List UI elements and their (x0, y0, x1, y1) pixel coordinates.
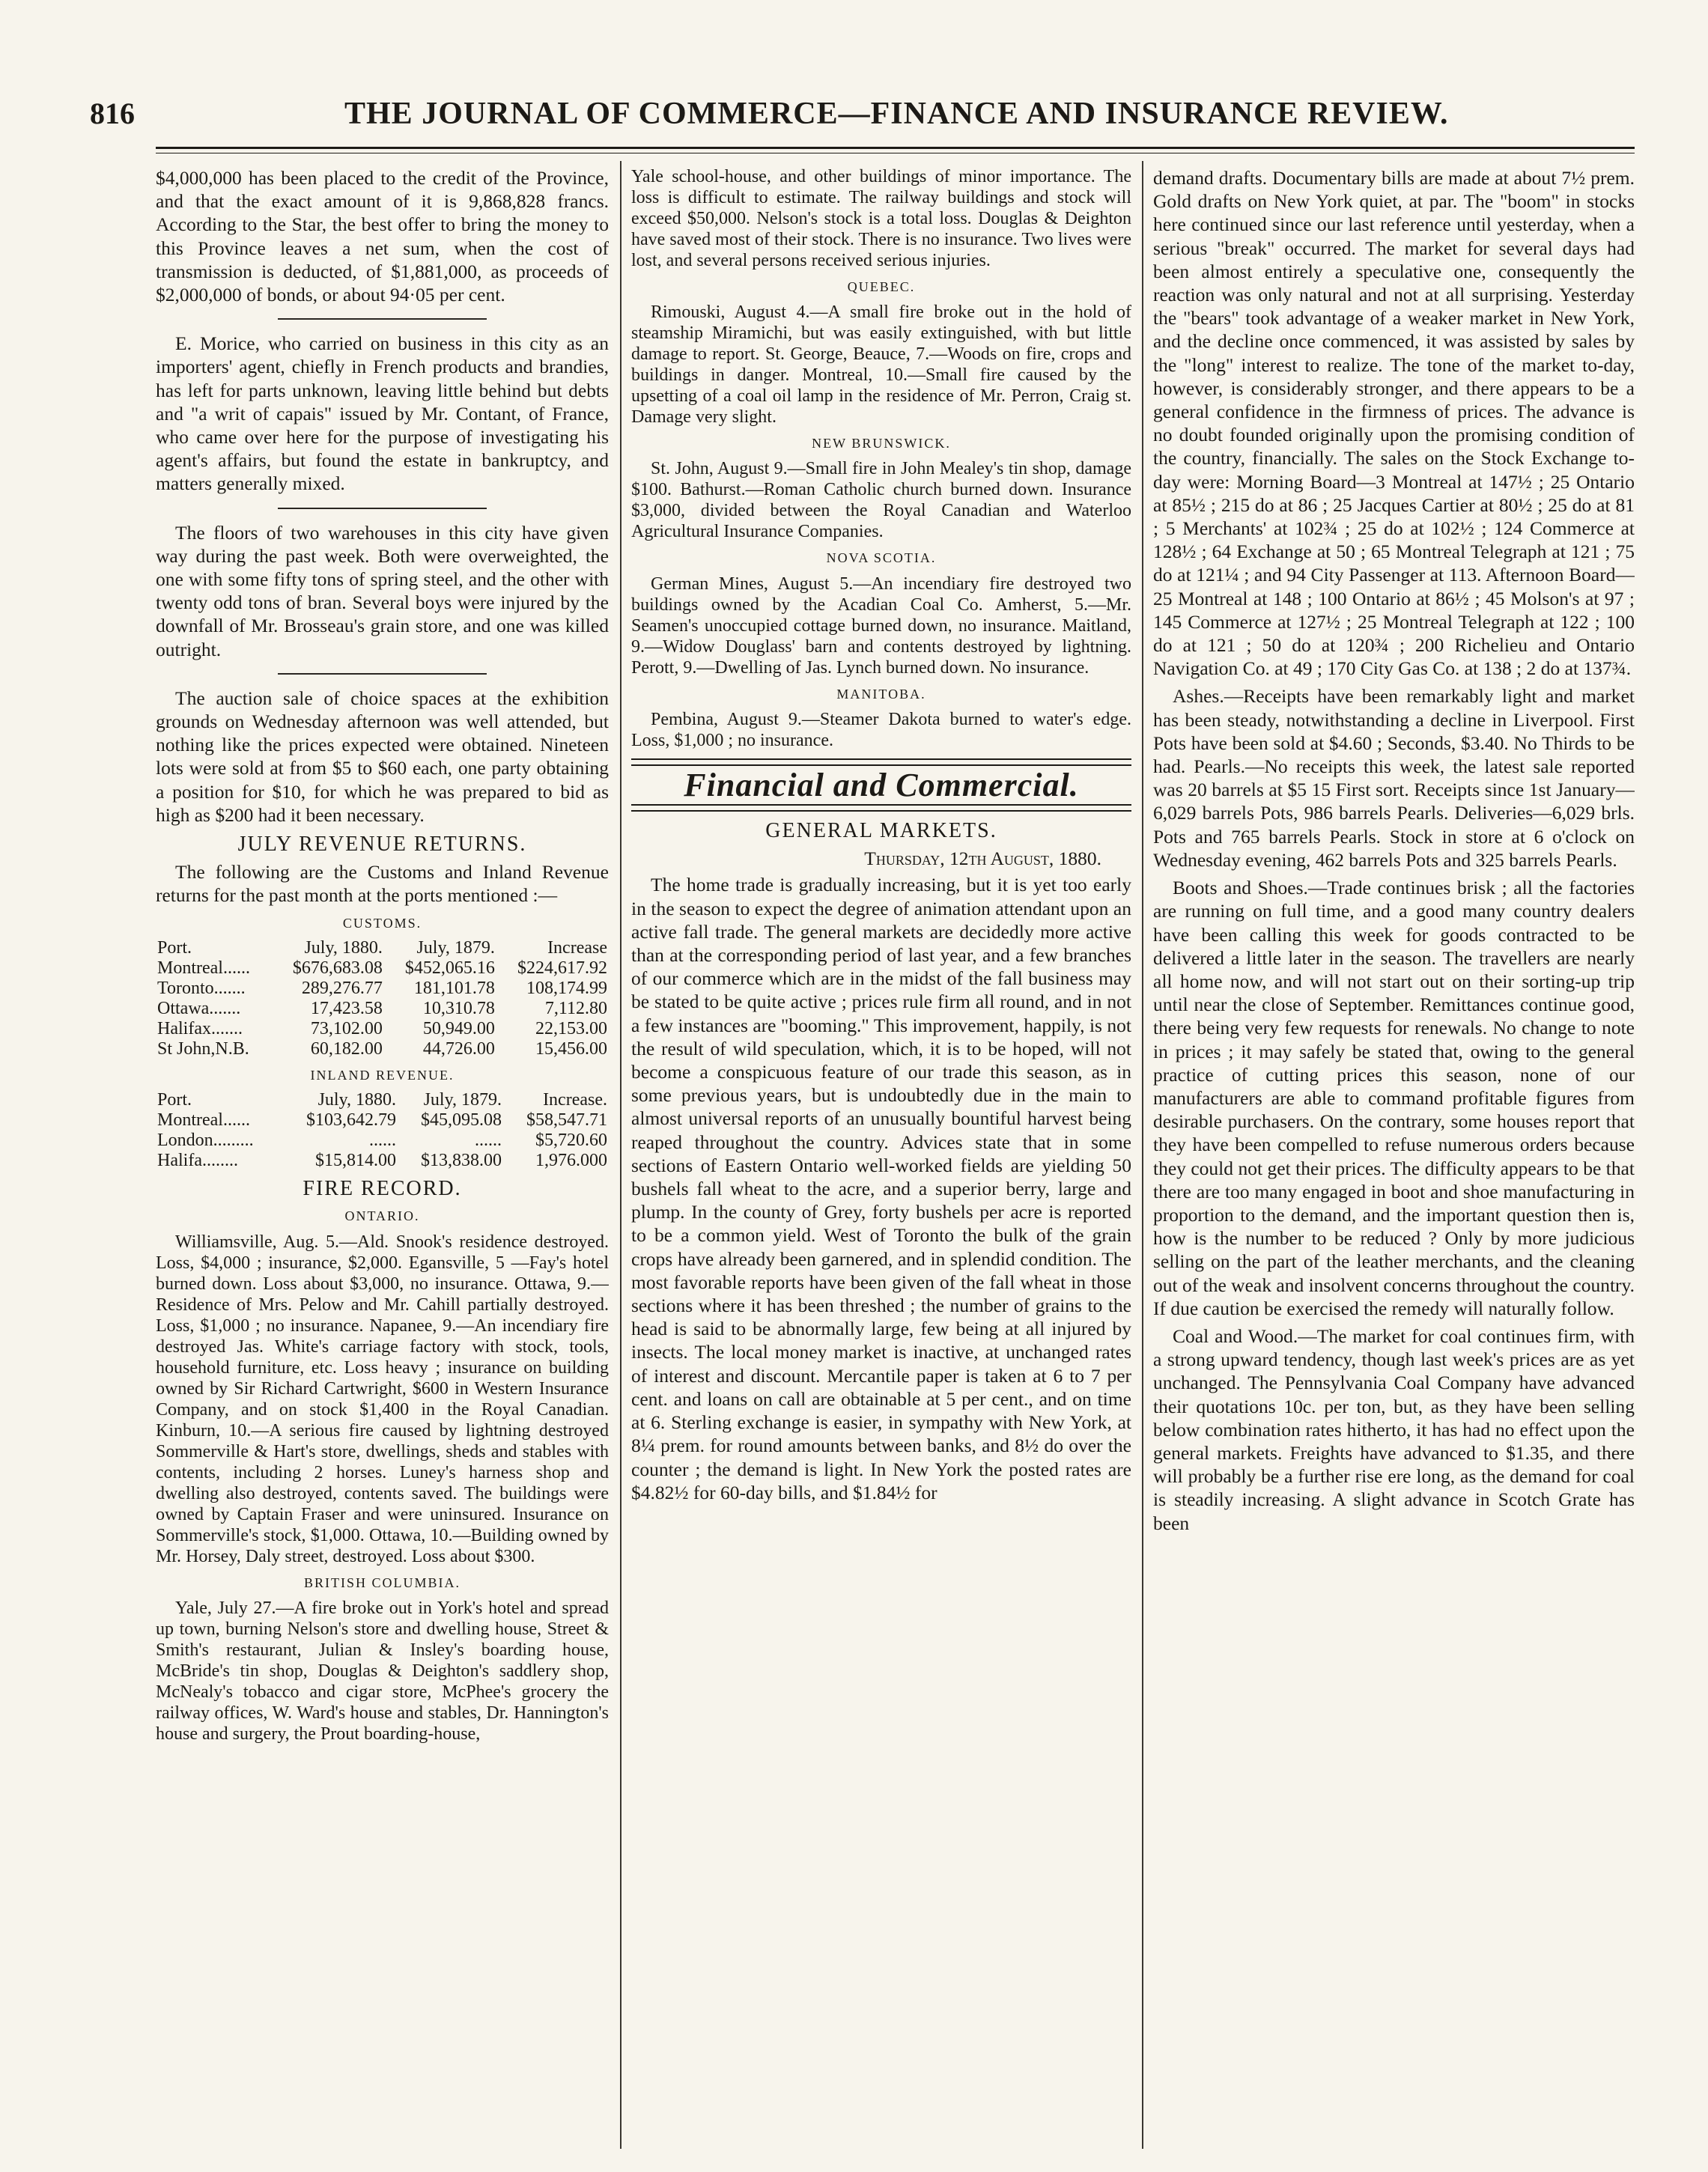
table-header-row (156, 1090, 609, 1110)
table-cell: Halifax....... (157, 1018, 243, 1038)
table-cell: $224,617.92 (517, 958, 607, 978)
table-cell: 289,276.77 (301, 978, 383, 998)
table-row (156, 958, 609, 979)
column-header: July, 1879. (423, 1090, 502, 1110)
british-columbia-heading: BRITISH COLUMBIA. (303, 1575, 461, 1590)
table-cell: 108,174.99 (526, 978, 607, 998)
section-rule (631, 804, 1131, 812)
dateline: Thursday, 12th August, 1880. (864, 848, 1101, 870)
table-cell: Montreal...... (157, 958, 250, 978)
table-cell: St John,N.B. (157, 1038, 249, 1059)
table-cell: Montreal...... (157, 1110, 250, 1131)
stock-exchange-paragraph: demand drafts. Documentary bills are made at about 7½ prem. Gold drafts on New York quiet, at par. The "boom" in stocks here continued since our last reference until yesterday, when a serious "break" occurred. The market for several days had been almost entirely a speculative one, consequently the reaction was only natural and not at all surprising. Yesterday the "bears" took advantage of a weaker market in New York, and the decline once commenced, it was assisted by sales by the "long" interest to realize. The tone of the market to-day, however, is considerably stronger, and there appears to be a general confidence in the firmness of prices. The advance is no doubt founded originally upon the promising condition of the country, financially. The sales on the Stock Exchange to-day were: Morning Board—3 Montreal at 147½ ; 25 Ontario at 85½ ; 215 do at 86 ; 25 Jacques Cartier at 80½ ; 25 do at 81 ; 5 Merchants' at 102¾ ; 25 do at 102½ ; 124 Commerce at 128½ ; 64 Exchange at 50 ; 65 Montreal Telegraph at 121 ; 75 do at 121¼ ; and 94 City Passenger at 113. Afternoon Board—25 Montreal at 148 ; 100 Ontario at 86½ ; 45 Molson's at 97 ; 145 Commerce at 127½ ; 25 Montreal Telegraph at 122 ; 100 do at 121 ; 50 do at 120¾ ; 200 Richelieu and Ontario Navigation Co. at 49 ; 170 City Gas Co. at 138 ; 2 do at 137¾. (1153, 167, 1635, 680)
table-cell: ...... (369, 1131, 397, 1151)
column-divider-2 (1142, 161, 1143, 2149)
column-header: Port. (157, 1090, 192, 1110)
table-row (156, 1151, 609, 1171)
column-3 (1153, 166, 1635, 2143)
table-row (156, 999, 609, 1019)
revenue-intro: The following are the Customs and Inland Revenue returns for the past month at the ports mentioned :— (156, 861, 609, 907)
journal-title: THE JOURNAL OF COMMERCE—FINANCE AND INSURANCE REVIEW. (344, 97, 1449, 131)
column-2 (631, 166, 1131, 2143)
inland-revenue-table (156, 1090, 609, 1171)
column-header: July, 1880. (317, 1090, 397, 1110)
table-cell: 44,726.00 (422, 1038, 495, 1059)
new-brunswick-heading: NEW BRUNSWICK. (812, 436, 951, 451)
table-cell: Ottawa....... (157, 998, 241, 1018)
table-row (156, 1039, 609, 1059)
column-header: Increase. (543, 1090, 607, 1110)
column-header: July, 1879. (416, 937, 495, 958)
quebec-heading: QUEBEC. (847, 279, 916, 294)
column-divider-1 (620, 161, 621, 2149)
table-cell: $15,814.00 (315, 1151, 397, 1171)
table-cell: 73,102.00 (310, 1018, 383, 1038)
british-columbia-fires: Yale, July 27.—A fire broke out in York's hotel and spread up town, burning Nelson's store and dwelling house, Street & Smith's restaurant, Julian & Insley's boarding house, McBride's tin shop, Douglas & Deighton's saddlery shop, McNealy's tobacco and cigar store, McPhee's grocery the railway offices, W. Ward's house and stables, Dr. Hannington's house and surgery, the Prout boarding-house, (156, 1598, 609, 1744)
table-cell: ...... (475, 1131, 502, 1151)
customs-table (156, 938, 609, 1059)
boots-shoes-paragraph: Boots and Shoes.—Trade continues brisk ; all the factories are running on full time, and a good many country dealers have been calling this week for goods contracted to be delivered a little later in the season. The travellers are nearly all home now, and will not start out on their sorting-up trip until near the close of September. Remittances continue good, there being very few requests for renewals. No change to note in prices ; it may safely be stated that, owing to the general practice of cutting prices this season, none of our manufacturers are able to command profitable figures from desirable purchasers. On the contrary, some houses report that they have been compelled to refuse numerous orders because they could not get their prices. The difficulty appears to be that there are too many engaged in boot and shoe manufacturing in proportion to the demand, and the important question then is, how is the number to be reduced ? Only by more judicious selling on the part of the leather merchants, and the cleaning out of the weak and insolvent concerns throughout the country. If due caution be exercised the remedy will naturally follow. (1153, 877, 1635, 1319)
separator (278, 318, 486, 320)
page-number: 816 (90, 97, 135, 130)
ashes-paragraph: Ashes.—Receipts have been remarkably light and market has been steady, notwithstanding a decline in Liverpool. First Pots have been sold at $4.60 ; Seconds, $3.40. No Thirds to be had. Pearls.—No receipts this week, the latest sale reported was 20 barrels at $5 15 First sort. Receipts since 1st January—6,029 barrels Pots, 986 barrels Pearls. Deliveries—6,029 brls. Pots and 765 barrels Pearls. Stock in store at 6 o'clock on Wednesday evening, 462 barrels Pots and 325 barrels Pearls. (1153, 685, 1635, 871)
table-cell: $5,720.60 (535, 1131, 607, 1151)
coal-wood-paragraph: Coal and Wood.—The market for coal continues firm, with a strong upward tendency, though last week's prices are as yet unchanged. The Pennsylvania Coal Company have advanced their quotations 10c. per ton, but, as they have been selling below combination rates hitherto, it has had no effect upon the general markets. Freights have advanced to $1.35, and there will probably be a further rise ere long, as the demand for coal is steadily increasing. A slight advance in Scotch Grate has been (1153, 1324, 1635, 1534)
quebec-fires: Rimouski, August 4.—A small fire broke out in the hold of steamship Miramichi, but was easily extinguished, with but little damage to report. St. George, Beauce, 7.—Woods on fire, crops and buildings in danger. Montreal, 10.—Small fire caused by the upsetting of a coal oil lamp in the residence of Mr. Perron, Craig st. Damage very slight. (631, 302, 1131, 428)
auction-paragraph: The auction sale of choice spaces at the exhibition grounds on Wednesday afternoon was well attended, but nothing like the prices expected were obtained. Nineteen lots were sold at from $5 to $60 each, one party obtaining a position for $10, for which he was prepared to bid as high as $200 had it been necessary. (156, 687, 609, 826)
table-cell: 7,112.80 (544, 998, 607, 1018)
table-cell: 15,456.00 (535, 1038, 607, 1059)
bond-paragraph: $4,000,000 has been placed to the credit of the Province, and that the exact amount of it is 9,868,828 francs. According to the Star, the best offer to bring the money to this Province leaves a net sum, when the cost of transmission is deducted, of $1,881,000, as proceeds of $2,000,000 of bonds, or about 94·05 per cent. (156, 167, 609, 306)
table-cell: $58,547.71 (526, 1110, 607, 1131)
morice-paragraph: E. Morice, who carried on business in this city as an importers' agent, chiefly in French products and brandies, has left for parts unknown, leaving little behind but debts and "a writ of capais" issued by Mr. Contant, of France, who came over here for the purpose of investigating his agent's affairs, but found the estate in bankruptcy, and matters generally mixed. (156, 332, 609, 495)
column-header: Increase (547, 937, 607, 958)
general-markets-text: The home trade is gradually increasing, but it is yet too early in the season to expect the degree of animation attendant upon an active fall trade. The general markets are decidedly more active than at the corresponding period of last year, and a few branches of our commerce which are in the midst of the fall business may be stated to be quite active ; prices rule firm all round, and in not a few instances are "booming." This improvement, happily, is not the result of wild speculation, which, it is to be hoped, will not become a conspicuous feature of our trade this season, as in some previous years, but is undoubtedly due in the main to almost universal reports of an unusually bountiful harvest being reaped throughout the country. Advices state that in some sections of Eastern Ontario well-worked fields are yielding 50 bushels fall wheat to the acre, and a superior berry, large and plump. In the county of Grey, forty bushels per acre is reported to be a common yield. West of Toronto the bulk of the grain crops have already been garnered, and in splendid condition. The most favorable reports have been given of the fall wheat in those sections where it has been threshed ; the number of grains to the head is said to be abnormally large, few being at all injured by insects. The local money market is inactive, at unchanged rates of interest and discount. Mercantile paper is taken at 6 to 7 per cent. and loans on call are obtainable at 5 per cent., and on time at 6. Sterling exchange is easier, in sympathy with New York, at 8¼ prem. for round amounts between banks, and 8½ do over the counter ; the demand is light. In New York the posted rates are $4.82½ for 60-day bills, and $1.84½ for (631, 874, 1131, 1503)
ontario-heading: ONTARIO. (344, 1208, 420, 1224)
table-row (156, 979, 609, 999)
new-brunswick-fires: St. John, August 9.—Small fire in John Mealey's tin shop, damage $100. Bathurst.—Roman Catholic church burned down. Insurance $3,000, divided between the Royal Canadian and Waterloo Agricultural Insurance Companies. (631, 459, 1131, 542)
table-cell: 1,976.000 (535, 1151, 607, 1171)
customs-heading: CUSTOMS. (342, 915, 422, 931)
warehouse-paragraph: The floors of two warehouses in this city have given way during the past week. Both were overweighted, the one with some fifty tons of spring steel, and the other with twenty odd tons of bran. Several boys were injured by the downfall of Mr. Brosseau's grain store, and one was killed outright. (156, 521, 609, 660)
section-title: Financial and Commercial. (684, 766, 1079, 803)
table-cell: 181,101.78 (413, 978, 495, 998)
table-cell: $676,683.08 (292, 958, 383, 978)
table-cell: Halifa........ (157, 1151, 238, 1171)
general-markets-heading: GENERAL MARKETS. (765, 819, 997, 843)
british-columbia-continued: Yale school-house, and other buildings of minor importance. The loss is difficult to estimate. The railway buildings and stock will exceed $50,000. Nelson's stock is a total loss. Douglas & Deighton have saved most of their stock. There is no insurance. Two lives were lost, and several persons received serious injuries. (631, 167, 1131, 270)
ontario-fires: Williamsville, Aug. 5.—Ald. Snook's residence destroyed. Loss, $4,000 ; insurance, $2,000. Egansville, 5 —Fay's hotel burned down. Loss about $3,000, no insurance. Ottawa, 9.—Residence of Mrs. Pelow and Mr. Cahill partially destroyed. Loss, $1,000 ; no insurance. Napanee, 9.—An incendiary fire destroyed Jas. White's carriage factory with stock, tools, household furniture, etc. Loss heavy ; insurance on building owned by Sir Richard Cartwright, $600 in Western Insurance Company, and on stock $1,400 in the Royal Canadian. Kinburn, 10.—A serious fire caused by lightning destroyed Sommerville & Hart's store, dwellings, sheds and stables with contents, including 2 horses. Luney's harness shop and dwelling also destroyed, contents saved. The buildings were owned by Captain Fraser and were uninsured. Insurance on Sommerville's stock, $1,000. Ottawa, 10.—Building owned by Mr. Horsey, Daly street, destroyed. Loss about $300. (156, 1232, 609, 1566)
section-rule (631, 758, 1131, 766)
table-cell: $452,065.16 (404, 958, 495, 978)
header-rule-top (156, 147, 1635, 149)
table-cell: Toronto....... (157, 978, 246, 998)
column-header: July, 1880. (304, 937, 383, 958)
table-header-row (156, 938, 609, 958)
table-row (156, 1110, 609, 1131)
table-cell: $13,838.00 (421, 1151, 502, 1171)
nova-scotia-fires: German Mines, August 5.—An incendiary fire destroyed two buildings owned by the Acadian Coal Co. Amherst, 5.—Mr. Seamen's unoccupied cottage burned down, no insurance. Maitland, 9.—Widow Douglass' barn and contents destroyed by lightning. Perott, 9.—Dwelling of Jas. Lynch burned down. No insurance. (631, 574, 1131, 678)
manitoba-fires: Pembina, August 9.—Steamer Dakota burned to water's edge. Loss, $1,000 ; no insurance. (631, 709, 1131, 750)
table-cell: 50,949.00 (422, 1018, 495, 1038)
manitoba-heading: MANITOBA. (836, 686, 926, 702)
column-header: Port. (157, 937, 192, 958)
fire-record-heading: FIRE RECORD. (303, 1177, 462, 1201)
revenue-heading: JULY REVENUE RETURNS. (237, 833, 527, 857)
table-cell: 60,182.00 (310, 1038, 383, 1059)
table-cell: London......... (157, 1131, 254, 1151)
inland-revenue-heading: INLAND REVENUE. (310, 1067, 455, 1083)
table-cell: 10,310.78 (422, 998, 495, 1018)
column-1 (156, 166, 609, 2143)
separator (278, 673, 486, 675)
table-cell: 22,153.00 (535, 1018, 607, 1038)
table-cell: $45,095.08 (421, 1110, 502, 1131)
nova-scotia-heading: NOVA SCOTIA. (826, 550, 937, 566)
table-row (156, 1131, 609, 1151)
table-cell: $103,642.79 (306, 1110, 397, 1131)
table-row (156, 1019, 609, 1039)
separator (278, 508, 486, 509)
page-header (90, 96, 1632, 141)
table-cell: 17,423.58 (310, 998, 383, 1018)
